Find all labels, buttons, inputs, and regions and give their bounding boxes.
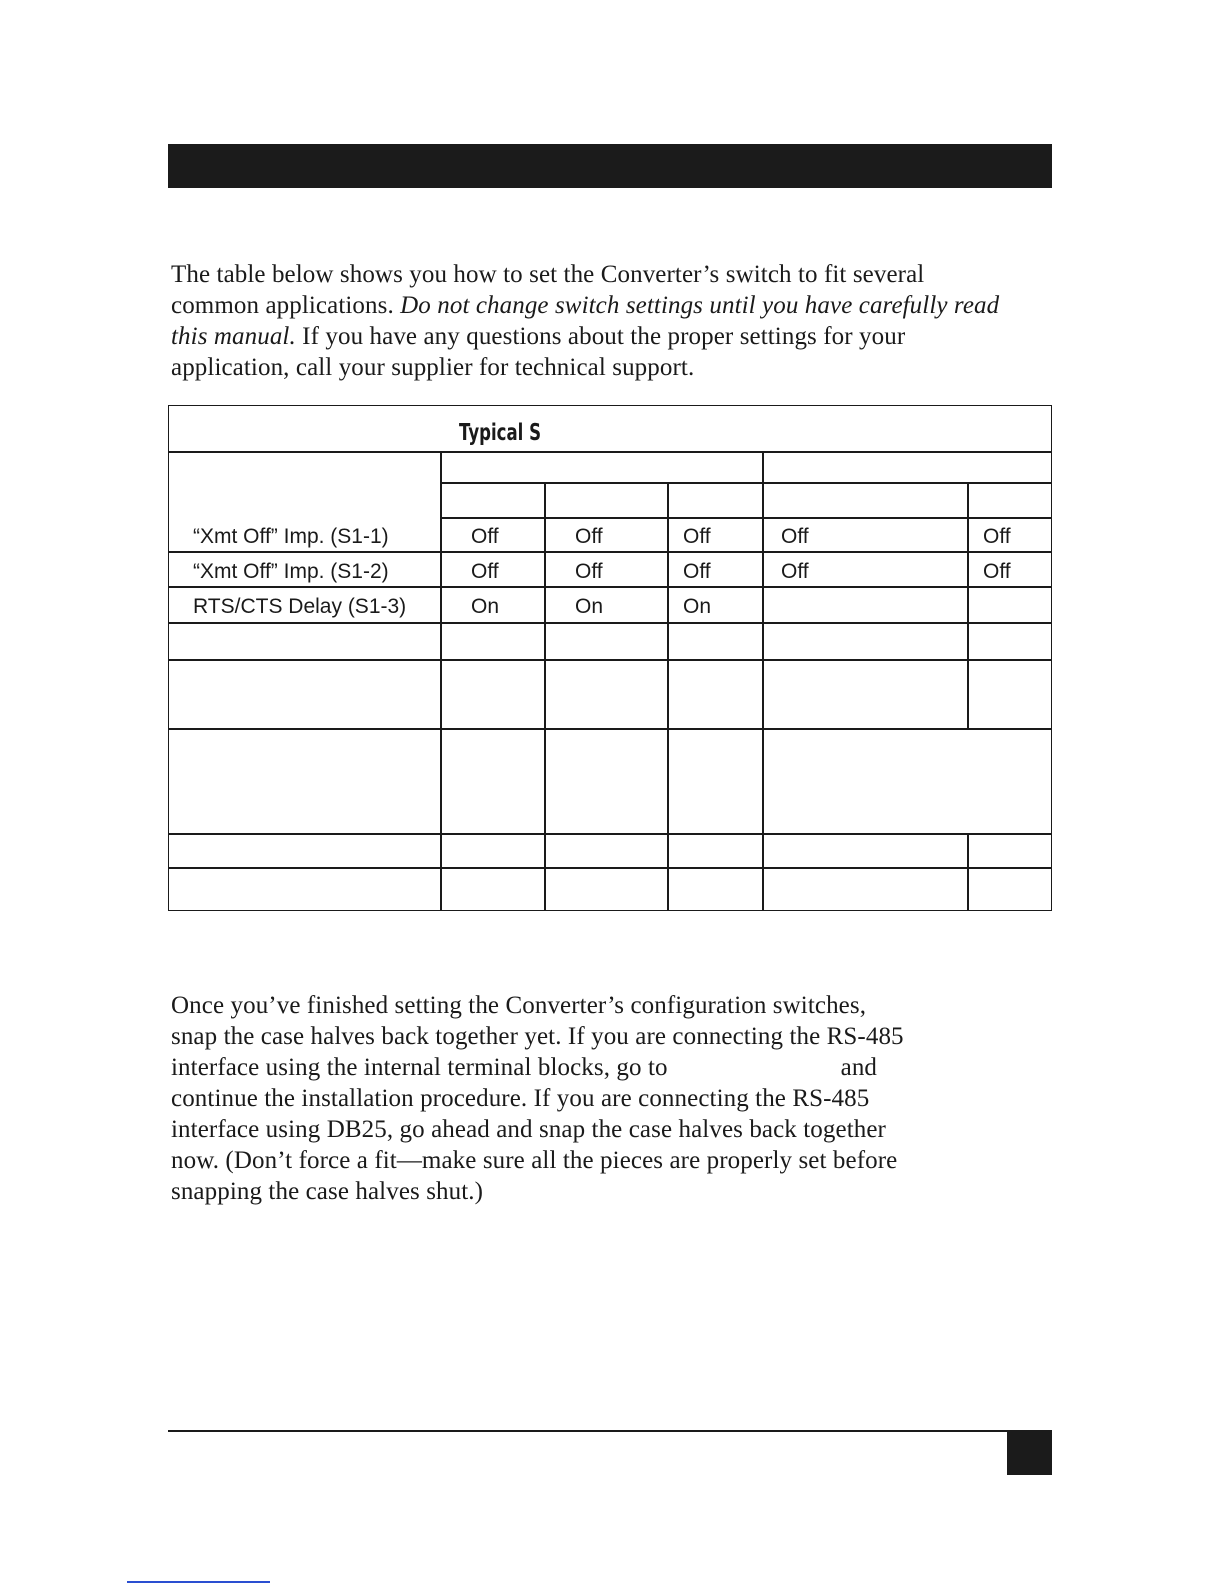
outro-line-4: continue the installation procedure. If you are connecting the RS-485	[171, 1085, 870, 1112]
row-2-col-1: Off	[471, 560, 499, 583]
row-3-col-1: On	[471, 595, 500, 618]
row-3-col-3: On	[683, 595, 712, 618]
row-1-col-5: Off	[983, 525, 1011, 548]
outro-line-6: now. (Don’t force a fit—make sure all the pieces are properly set before	[171, 1147, 898, 1174]
table-rule-title	[168, 451, 1052, 453]
intro-line-2	[171, 290, 999, 321]
footer-rule	[168, 1430, 1052, 1432]
table-rule-group-header	[441, 482, 1052, 484]
outro-line-3	[171, 1052, 904, 1083]
intro-warning-italic: Do not change switch settings until you have carefully read	[400, 292, 1000, 319]
table-col-divider-5a	[967, 482, 969, 728]
table-rule-row-4	[168, 659, 1052, 661]
outro-line-7: snapping the case halves shut.)	[171, 1178, 484, 1205]
row-1-col-1: Off	[471, 525, 499, 548]
row-1-label: “Xmt Off” Imp. (S1-1)	[193, 525, 389, 548]
table-rule-row-7	[168, 867, 1052, 869]
table-rule-row-1	[168, 551, 1052, 553]
row-2-label: “Xmt Off” Imp. (S1-2)	[193, 560, 389, 583]
table-col-divider-1	[440, 451, 442, 911]
intro-line-3	[171, 321, 999, 352]
row-1-col-3: Off	[683, 525, 711, 548]
intro-line-2-plain: common applications.	[171, 292, 401, 319]
outro-line-3-start: interface using the internal terminal blocks, go to	[171, 1054, 668, 1081]
table-rule-header	[441, 517, 1052, 519]
table-col-divider-3	[667, 482, 669, 911]
bottom-link-underline	[127, 1581, 270, 1583]
row-2-col-3: Off	[683, 560, 711, 583]
row-3-col-2: On	[575, 595, 604, 618]
table-rule-row-2	[168, 586, 1052, 588]
table-col-divider-2	[544, 482, 546, 911]
table-col-divider-4	[762, 451, 764, 911]
row-1-col-4: Off	[781, 525, 809, 548]
intro-paragraph	[171, 259, 999, 383]
table-rule-row-6	[168, 833, 1052, 835]
intro-line-4: application, call your supplier for technical support.	[171, 354, 695, 381]
intro-line-3-plain: If you have any questions about the proper settings for your	[295, 323, 906, 350]
row-2-col-2: Off	[575, 560, 603, 583]
row-2-col-4: Off	[781, 560, 809, 583]
row-2-col-5: Off	[983, 560, 1011, 583]
intro-line-1: The table below shows you how to set the Converter’s switch to fit several	[171, 261, 925, 288]
table-rule-row-5	[168, 728, 1052, 730]
outro-line-1: Once you’ve finished setting the Converter’s configuration switches,	[171, 992, 867, 1019]
table-col-divider-5b	[967, 833, 969, 911]
outro-line-5: interface using DB25, go ahead and snap the case halves back together	[171, 1116, 886, 1143]
row-1-col-2: Off	[575, 525, 603, 548]
outro-paragraph	[171, 990, 904, 1207]
outro-line-2: snap the case halves back together yet. If you are connecting the RS-485	[171, 1023, 904, 1050]
table-rule-row-3	[168, 622, 1052, 624]
page-number-box	[1007, 1430, 1052, 1475]
switch-settings-table	[168, 405, 1052, 911]
table-title: Typical S	[459, 420, 542, 446]
outro-line-3-end: and	[840, 1054, 878, 1081]
intro-warning-italic-end: this manual.	[171, 323, 296, 350]
row-3-label: RTS/CTS Delay (S1-3)	[193, 595, 407, 618]
header-bar	[168, 144, 1052, 188]
